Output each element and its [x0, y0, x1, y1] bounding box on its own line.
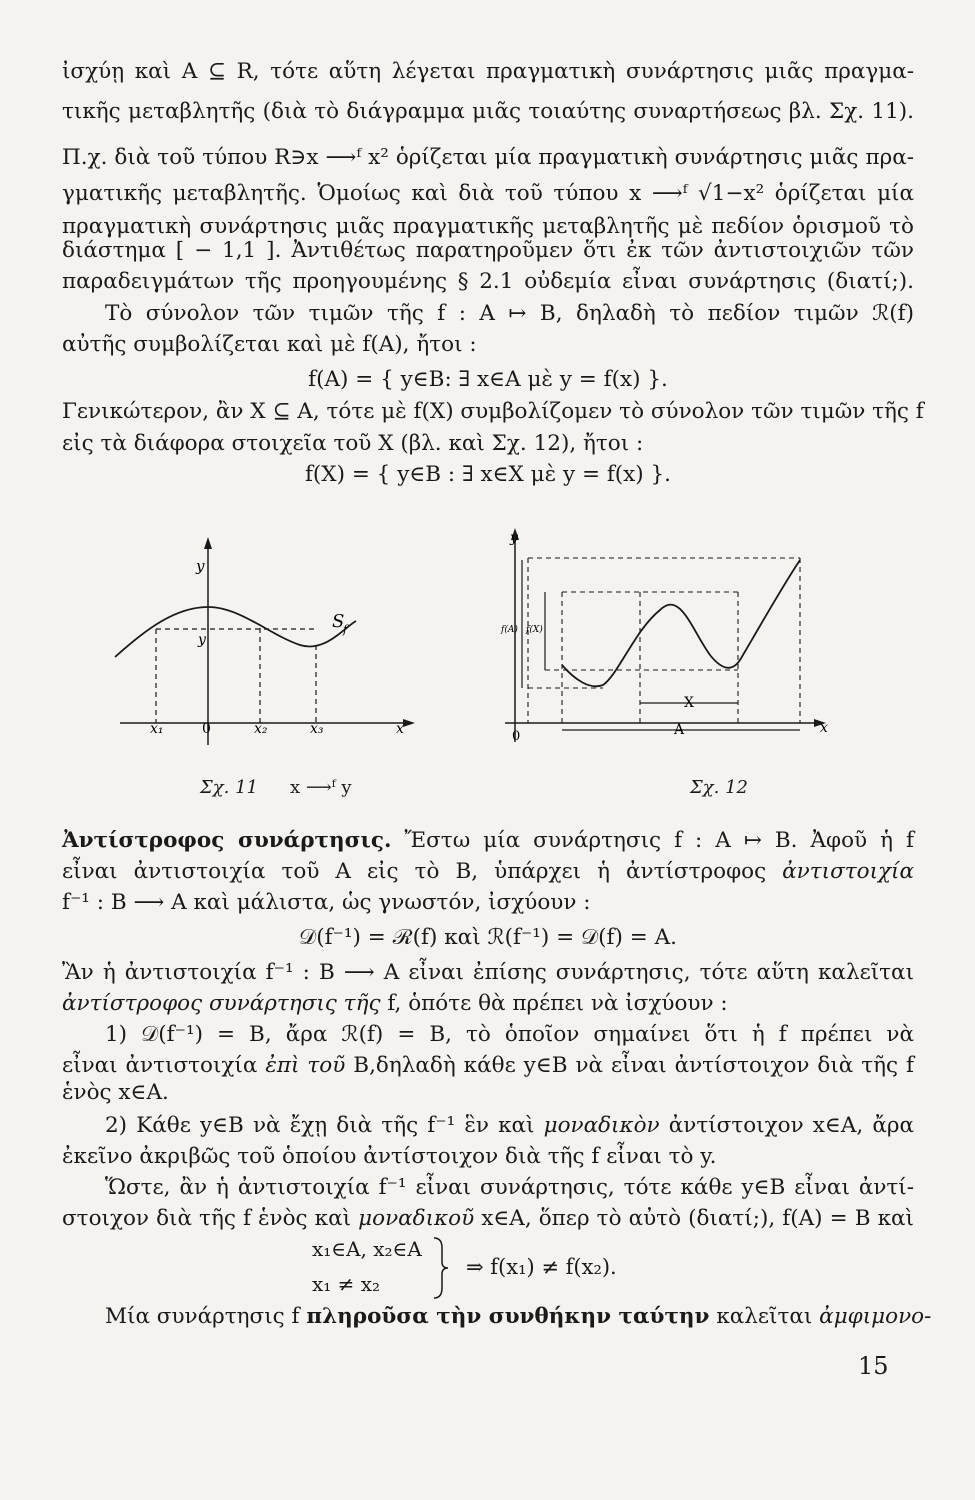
page-number: 15 — [858, 1352, 889, 1380]
implication-top: x₁∈A, x₂∈A — [312, 1237, 422, 1261]
fig12-x-label: x — [820, 720, 828, 736]
inverse-line-1-rest: Ἔστω μία συνάρτησις f : A ↦ B. Ἀφοῦ ἡ f — [404, 828, 914, 853]
item-1-line-3: ἑνὸς x∈A. — [62, 1080, 169, 1105]
fig11-x-arrow — [403, 719, 415, 727]
p1-line-1: ἰσχύῃ καὶ A ⊆ R, τότε αὕτη λέγεται πραγματικὴ συνάρτησις μιᾶς πραγμα- — [62, 59, 914, 84]
last-line-d: ἀμφιμονο- — [819, 1304, 932, 1329]
fig12-fX-label: f(X) — [526, 625, 543, 635]
fig11-y-label: y — [196, 557, 205, 575]
fig11-y-arrow — [204, 537, 212, 549]
last-line-c: καλεῖται — [716, 1304, 813, 1329]
p2-line-2: αὐτῆς συμβολίζεται καὶ μὲ f(A), ἤτοι : — [62, 332, 477, 357]
conclusion-line-1: Ὥστε, ἂν ἡ ἀντιστοιχία f⁻¹ εἶναι συνάρτησις, τότε κάθε y∈B εἶναι ἀντί- — [105, 1175, 914, 1200]
fig11-tick-0: 0 — [202, 721, 211, 737]
fig11-curve-sub: f — [343, 623, 348, 636]
item-2-line-1b: μοναδικὸν — [543, 1113, 660, 1138]
last-line-a: Μία συνάρτησις f — [105, 1304, 300, 1329]
last-line-b: πληροῦσα τὴν συνθήκην ταύτην — [306, 1304, 710, 1329]
figure-11 — [110, 535, 420, 750]
inverse-line-1 — [62, 825, 914, 857]
fig12-curve — [562, 560, 800, 686]
implication-brace — [432, 1236, 450, 1300]
p1-line-2: τικῆς μεταβλητῆς (διὰ τὸ διάγραμμα μιᾶς τοιαύτης συναρτήσεως βλ. Σχ. 11). — [62, 99, 914, 124]
figure-12 — [500, 520, 845, 750]
fig12-origin: 0 — [512, 729, 521, 744]
inverse-line-4: Ἂν ἡ ἀντιστοιχία f⁻¹ : B ⟶ A εἶναι ἐπίσης συνάρτησις, τότε αὕτη καλεῖται — [62, 960, 914, 985]
p1-line-4: γματικῆς μεταβλητῆς. Ὁμοίως καὶ διὰ τοῦ τύπου x ⟶ᶠ √1−x² ὁρίζεται μία — [62, 181, 914, 206]
item-1-line-2b: ἐπὶ τοῦ — [265, 1053, 346, 1078]
p2-line-1: Τὸ σύνολον τῶν τιμῶν τῆς f : A ↦ B, δηλαδὴ τὸ πεδίον τιμῶν ℛ(f) — [105, 301, 914, 326]
fig11-tick-x2: x₂ — [254, 721, 268, 737]
inverse-line-5b: f, ὁπότε θὰ πρέπει νὰ ἰσχύουν : — [387, 991, 728, 1016]
conclusion-line-2c: x∈A, ὅπερ τὸ αὐτὸ (διατί;), f(A) = B καὶ — [481, 1206, 914, 1231]
fig12-X-label: X — [684, 695, 694, 711]
p1-line-5: πραγματικὴ συνάρτησις μιᾶς πραγματικῆς μεταβλητῆς μὲ πεδίον ὁρισμοῦ τὸ — [62, 214, 914, 239]
fig12-caption: Σχ. 12 — [690, 777, 748, 798]
p3-line-1: Γενικώτερον, ἂν X ⊆ A, τότε μὲ f(X) συμβολίζομεν τὸ σύνολον τῶν τιμῶν τῆς f — [62, 399, 924, 424]
fig11-curve-label: S — [332, 611, 345, 632]
fig12-A-label: A — [674, 722, 685, 738]
implication-result: ⇒ f(x₁) ≠ f(x₂). — [466, 1255, 617, 1279]
item-2-line-1c: ἀντίστοιχον x∈A, ἄρα — [668, 1113, 914, 1138]
inverse-line-5 — [62, 988, 914, 1020]
conclusion-line-2b: μοναδικοῦ — [358, 1206, 475, 1231]
conclusion-line-2a: στοιχον διὰ τῆς f ἑνὸς καὶ — [62, 1206, 352, 1231]
last-line — [105, 1301, 932, 1333]
fig11-caption: Σχ. 11 — [200, 777, 258, 798]
fig12-fA-label: f(A) — [501, 625, 518, 635]
p2-formula: f(A) = { y∈B: ∃ x∈A μὲ y = f(x) }. — [308, 367, 668, 392]
inverse-line-2 — [62, 856, 914, 888]
inverse-line-5a: ἀντίστροφος συνάρτησις τῆς — [62, 991, 381, 1016]
p3-line-2: εἰς τὰ διάφορα στοιχεῖα τοῦ X (βλ. καὶ Σχ. 12), ἤτοι : — [62, 431, 644, 456]
item-2-line-2: ἐκεῖνο ἀκριβῶς τοῦ ὁποίου ἀντίστοιχον διὰ τῆς f εἶναι τὸ y. — [62, 1144, 717, 1169]
inverse-heading: Ἀντίστροφος συνάρτησις. — [62, 828, 392, 853]
inverse-line-3: f⁻¹ : B ⟶ A καὶ μάλιστα, ὡς γνωστόν, ἰσχύουν : — [62, 890, 591, 915]
item-1-line-2c: B,δηλαδὴ κάθε y∈B νὰ εἶναι ἀντίστοιχον διὰ τῆς f — [353, 1053, 915, 1078]
fig11-curve — [115, 607, 356, 657]
conclusion-line-2 — [62, 1203, 914, 1235]
fig11-map-label: x ⟶ᶠ y — [290, 777, 352, 798]
item-1-line-2a: εἶναι ἀντιστοιχία — [62, 1053, 258, 1078]
p1-line-3: Π.χ. διὰ τοῦ τύπου R∋x ⟶ᶠ x² ὁρίζεται μία πραγματικὴ συνάρτησις μιᾶς πρα- — [62, 145, 914, 170]
inverse-line-2a: εἶναι ἀντιστοιχία τοῦ A εἰς τὸ B, ὑπάρχει ἡ ἀντίστροφος — [62, 859, 767, 884]
fig11-tick-x1: x₁ — [150, 721, 164, 737]
p1-line-7: παραδειγμάτων τῆς προηγουμένης § 2.1 οὐδεμία εἶναι συνάρτησις (διατί;). — [62, 269, 914, 294]
fig12-y-label: y — [510, 530, 518, 546]
implication-bottom: x₁ ≠ x₂ — [312, 1272, 381, 1296]
item-2-line-1 — [105, 1110, 914, 1142]
p1-line-6: διάστημα [ − 1,1 ]. Ἀντιθέτως παρατηροῦμεν ὅτι ἐκ τῶν ἀντιστοιχιῶν τῶν — [62, 238, 914, 263]
fig11-y-point-label: y — [198, 632, 206, 648]
item-1-line-1: 1) 𝒟(f⁻¹) = B, ἄρα ℛ(f) = B, τὸ ὁποῖον σημαίνει ὅτι ἡ f πρέπει νὰ — [105, 1022, 914, 1047]
fig11-x-label: x — [396, 721, 404, 737]
fig11-tick-x3: x₃ — [310, 721, 324, 737]
p3-formula: f(X) = { y∈B : ∃ x∈X μὲ y = f(x) }. — [304, 462, 672, 487]
item-2-line-1a: 2) Κάθε y∈B νὰ ἔχῃ διὰ τῆς f⁻¹ ἓν καὶ — [105, 1113, 535, 1138]
inverse-line-2b: ἀντιστοιχία — [782, 859, 914, 884]
inverse-formula-1: 𝒟(f⁻¹) = ℛ(f) καὶ ℛ(f⁻¹) = 𝒟(f) = A. — [299, 925, 677, 950]
